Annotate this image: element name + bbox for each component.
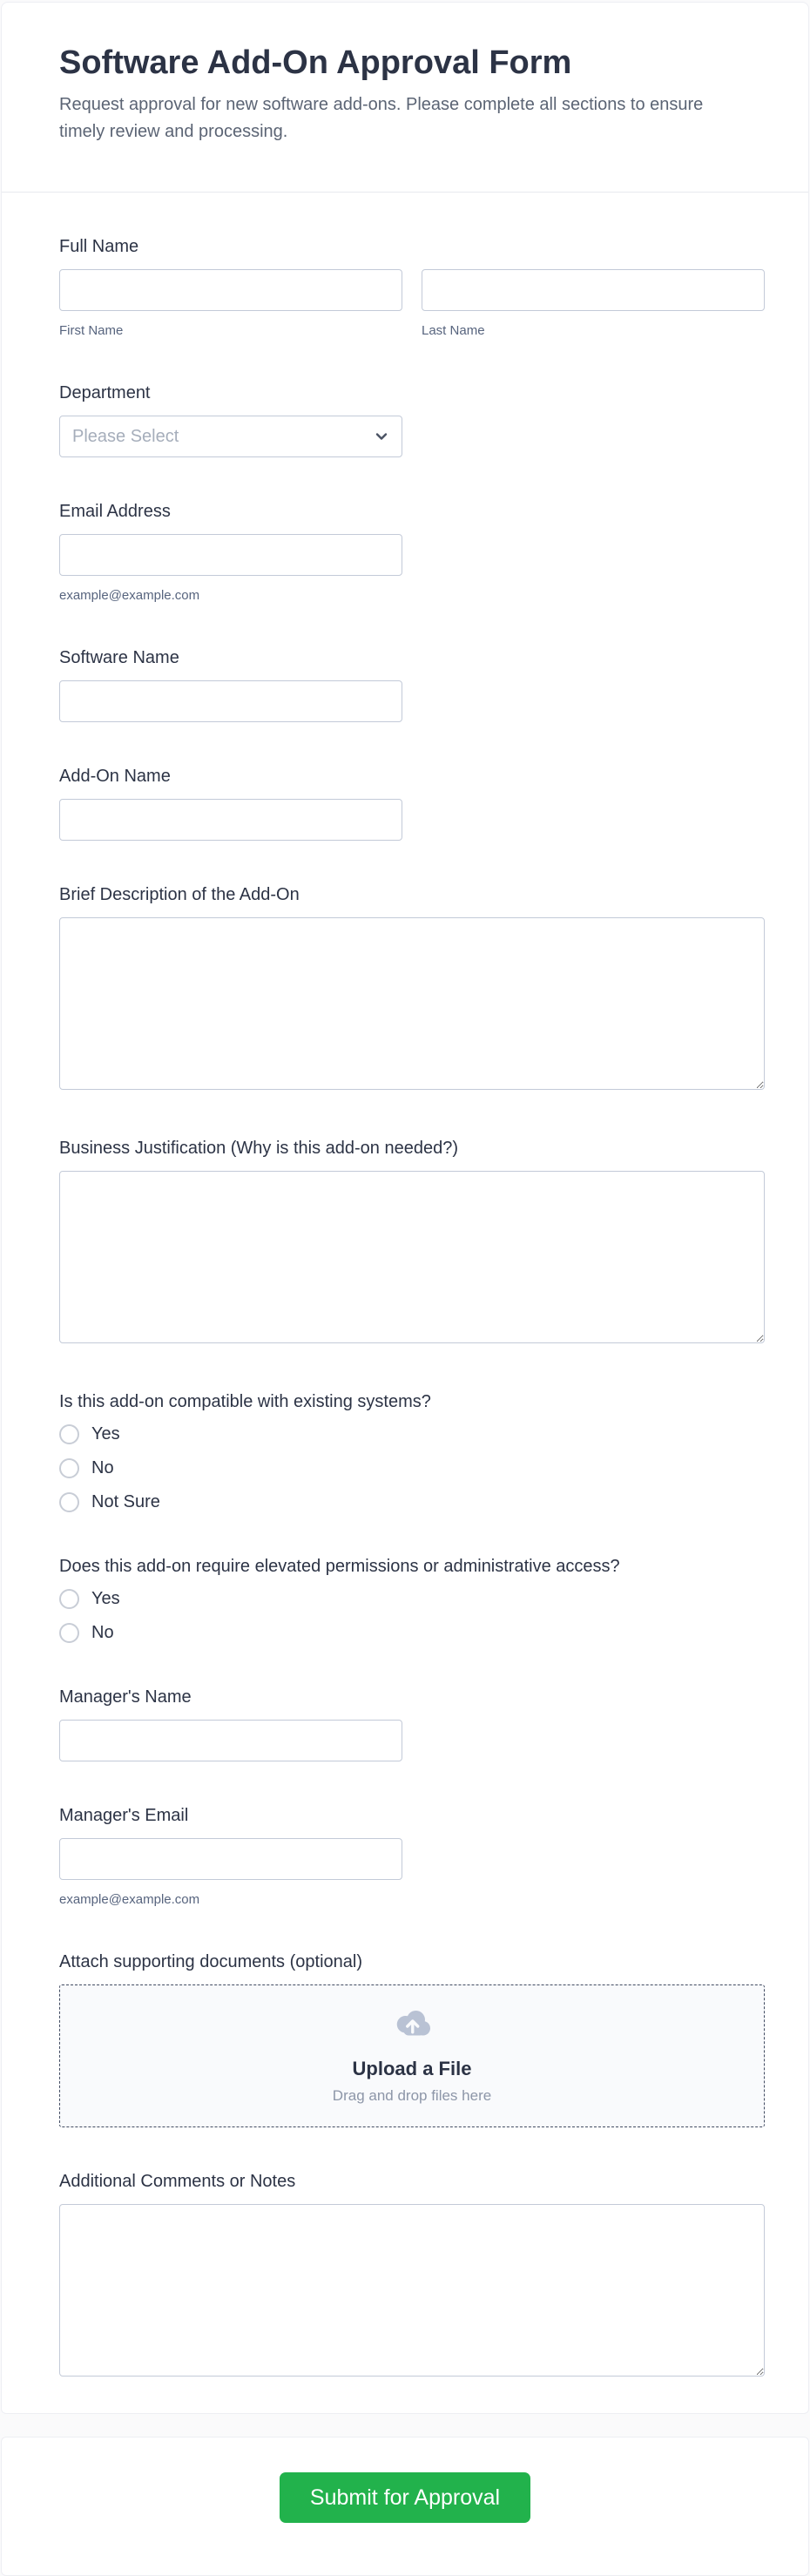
- permissions-no-radio[interactable]: [59, 1623, 79, 1643]
- addon-name-input[interactable]: [59, 799, 402, 841]
- email-label: Email Address: [59, 502, 171, 521]
- permissions-option-yes[interactable]: [59, 1589, 751, 1609]
- form-header: [2, 3, 808, 193]
- cloud-upload-icon: [391, 2007, 433, 2042]
- field-manager-name: [59, 1665, 751, 1783]
- compatibility-option-yes[interactable]: [59, 1424, 751, 1444]
- form-subtitle: Request approval for new software add-ons. Please complete all sections to ensure timely review and processing.: [59, 95, 704, 141]
- radio-option-label: No: [91, 1458, 114, 1477]
- field-email: [59, 479, 751, 625]
- manager-email-hint: example@example.com: [59, 1892, 200, 1907]
- manager-name-input[interactable]: [59, 1720, 402, 1761]
- field-compatibility: [59, 1369, 751, 1534]
- justification-textarea[interactable]: [59, 1171, 765, 1343]
- software-name-input[interactable]: [59, 680, 402, 722]
- description-textarea[interactable]: [59, 917, 765, 1090]
- field-description: [59, 862, 751, 1116]
- addon-name-label: Add-On Name: [59, 767, 171, 786]
- last-name-sublabel: Last Name: [422, 323, 485, 338]
- compatibility-no-radio[interactable]: [59, 1458, 79, 1478]
- first-name-input[interactable]: [59, 269, 402, 311]
- justification-label: Business Justification (Why is this add-on needed?): [59, 1139, 459, 1158]
- email-hint: example@example.com: [59, 588, 200, 603]
- manager-name-label: Manager's Name: [59, 1687, 192, 1707]
- page-title: Software Add-On Approval Form: [59, 44, 572, 81]
- manager-email-input[interactable]: [59, 1838, 402, 1880]
- field-department: [59, 361, 751, 479]
- software-name-label: Software Name: [59, 648, 179, 667]
- last-name-input[interactable]: [422, 269, 765, 311]
- manager-email-label: Manager's Email: [59, 1806, 189, 1825]
- radio-option-label: Yes: [91, 1424, 120, 1444]
- field-full-name: [59, 214, 751, 361]
- radio-option-label: Not Sure: [91, 1492, 160, 1511]
- department-select[interactable]: [59, 416, 402, 457]
- field-attachments: [59, 1930, 751, 2149]
- file-upload-dropzone[interactable]: [59, 1984, 765, 2127]
- compatibility-question-label: Is this add-on compatible with existing systems?: [59, 1392, 431, 1411]
- compatibility-yes-radio[interactable]: [59, 1424, 79, 1444]
- permissions-question-label: Does this add-on require elevated permissions or administrative access?: [59, 1557, 620, 1576]
- comments-textarea[interactable]: [59, 2204, 765, 2377]
- radio-option-label: No: [91, 1623, 114, 1642]
- radio-option-label: Yes: [91, 1589, 120, 1608]
- comments-label: Additional Comments or Notes: [59, 2172, 296, 2191]
- first-name-sublabel: First Name: [59, 323, 124, 338]
- form-body: [2, 193, 808, 2413]
- department-label: Department: [59, 383, 151, 402]
- field-justification: [59, 1116, 751, 1369]
- field-software-name: [59, 625, 751, 744]
- field-permissions: [59, 1534, 751, 1665]
- compatibility-not-sure-radio[interactable]: [59, 1492, 79, 1512]
- compatibility-option-not-sure[interactable]: [59, 1492, 751, 1512]
- submit-button[interactable]: Submit for Approval: [280, 2472, 530, 2523]
- field-comments: [59, 2149, 751, 2403]
- full-name-label: Full Name: [59, 237, 139, 256]
- permissions-yes-radio[interactable]: [59, 1589, 79, 1609]
- upload-title: Upload a File: [352, 2058, 472, 2079]
- submit-card: [1, 2437, 809, 2576]
- compatibility-option-no[interactable]: [59, 1458, 751, 1478]
- permissions-option-no[interactable]: [59, 1623, 751, 1643]
- upload-subtitle: Drag and drop files here: [332, 2087, 492, 2104]
- email-input[interactable]: [59, 534, 402, 576]
- description-label: Brief Description of the Add-On: [59, 885, 300, 904]
- attachments-label: Attach supporting documents (optional): [59, 1952, 362, 1971]
- field-manager-email: [59, 1783, 751, 1930]
- field-addon-name: [59, 744, 751, 862]
- form-card: [1, 2, 809, 2414]
